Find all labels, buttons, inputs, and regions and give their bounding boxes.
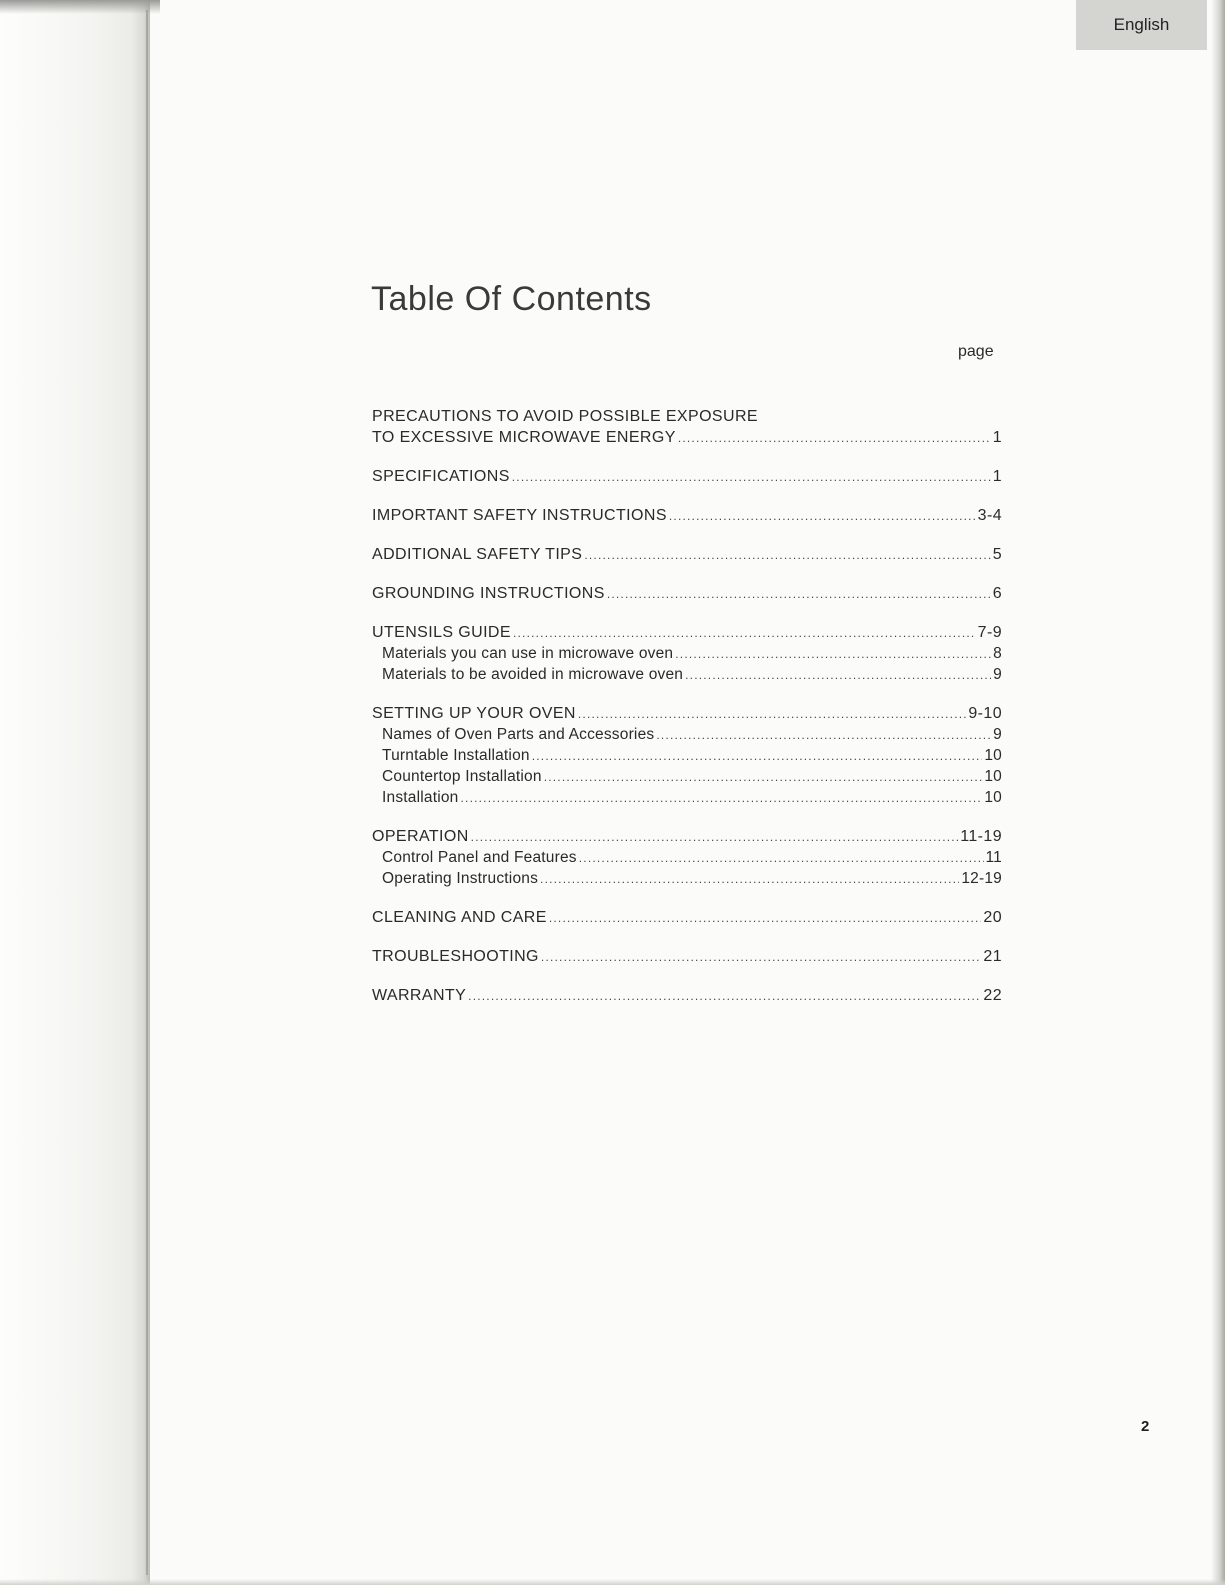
toc-subitem-label: Control Panel and Features: [382, 849, 577, 866]
table-of-contents: [372, 406, 1002, 1006]
toc-item-page: 20: [983, 909, 1002, 926]
toc-item-label: UTENSILS GUIDE: [372, 624, 511, 641]
toc-subitem-label: Materials to be avoided in microwave oven: [382, 666, 684, 683]
toc-item-page: 1: [992, 429, 1002, 446]
toc-entry: [372, 406, 1002, 448]
toc-entry: [372, 622, 1002, 685]
dot-leader: [578, 704, 966, 725]
toc-item-label: TROUBLESHOOTING: [372, 948, 539, 965]
toc-entry: [372, 505, 1002, 526]
dot-leader: [669, 506, 976, 527]
toc-subitem: [372, 643, 1002, 664]
toc-subitem: [372, 847, 1002, 868]
toc-item-label: OPERATION: [372, 828, 469, 845]
toc-subitem-label: Turntable Installation: [382, 747, 530, 764]
page-title: Table Of Contents: [371, 280, 652, 318]
dot-leader: [656, 725, 991, 746]
toc-item: [372, 427, 1002, 448]
toc-entry: [372, 985, 1002, 1006]
toc-item-page: 11-19: [960, 828, 1002, 845]
dot-leader: [607, 584, 991, 605]
page-right-edge: [1211, 0, 1225, 1585]
toc-subitem-page: 10: [984, 747, 1002, 764]
dot-leader: [540, 869, 959, 890]
scan-top-shadow: [0, 0, 160, 14]
toc-subitem: [372, 766, 1002, 787]
toc-subitem-page: 10: [984, 768, 1002, 785]
toc-item: [372, 466, 1002, 487]
toc-subitem-label: Names of Oven Parts and Accessories: [382, 726, 655, 743]
toc-item-label: SETTING UP YOUR OVEN: [372, 705, 576, 722]
toc-subitem-page: 10: [984, 789, 1002, 806]
toc-entry: [372, 826, 1002, 889]
toc-item-label: SPECIFICATIONS: [372, 468, 510, 485]
toc-subitem: [372, 787, 1002, 808]
toc-item-page: 7-9: [977, 624, 1002, 641]
dot-leader: [513, 623, 976, 644]
toc-item: [372, 583, 1002, 604]
dot-leader: [468, 986, 981, 1007]
dot-leader: [584, 545, 990, 566]
toc-item-page: 22: [983, 987, 1002, 1004]
binding-line: [146, 10, 148, 1575]
toc-item-page: 1: [992, 468, 1002, 485]
dot-leader: [549, 908, 982, 929]
toc-subitem-page: 9: [993, 666, 1002, 683]
dot-leader: [541, 947, 981, 968]
toc-entry: [372, 946, 1002, 967]
toc-entry-title-line: PRECAUTIONS TO AVOID POSSIBLE EXPOSURE: [372, 408, 758, 425]
toc-item: [372, 826, 1002, 847]
toc-item: [372, 985, 1002, 1006]
dot-leader: [678, 428, 991, 449]
toc-subitem-label: Operating Instructions: [382, 870, 539, 887]
toc-item-page: 21: [983, 948, 1002, 965]
toc-item-label: WARRANTY: [372, 987, 467, 1004]
toc-item-page: 9-10: [968, 705, 1002, 722]
dot-leader: [532, 746, 983, 767]
toc-subitem-page: 9: [993, 726, 1002, 743]
toc-entry: [372, 583, 1002, 604]
scan-bottom-shadow: [0, 1579, 1225, 1585]
toc-subitem: [372, 868, 1002, 889]
dot-leader: [685, 665, 991, 686]
toc-entry: [372, 703, 1002, 808]
toc-entry: [372, 466, 1002, 487]
toc-subitem-label: Installation: [382, 789, 459, 806]
toc-item-label: IMPORTANT SAFETY INSTRUCTIONS: [372, 507, 667, 524]
toc-item: [372, 703, 1002, 724]
page-number: 2: [1141, 1418, 1150, 1435]
toc-subitem-page: 8: [993, 645, 1002, 662]
toc-subitem: [372, 664, 1002, 685]
toc-item: [372, 946, 1002, 967]
toc-entry: [372, 544, 1002, 565]
toc-subitem-page: 11: [985, 849, 1002, 866]
dot-leader: [579, 848, 984, 869]
dot-leader: [544, 767, 983, 788]
toc-item-page: 6: [992, 585, 1002, 602]
language-tab-label: English: [1113, 15, 1170, 34]
toc-subitem: [372, 724, 1002, 745]
dot-leader: [675, 644, 991, 665]
toc-item: [372, 907, 1002, 928]
dot-leader: [471, 827, 959, 848]
toc-subitem-label: Countertop Installation: [382, 768, 542, 785]
dot-leader: [512, 467, 991, 488]
toc-item-page: 5: [992, 546, 1002, 563]
page-column-label: page: [958, 343, 994, 360]
toc-subitem-label: Materials you can use in microwave oven: [382, 645, 674, 662]
toc-subitem: [372, 745, 1002, 766]
toc-item-label: CLEANING AND CARE: [372, 909, 547, 926]
toc-item: [372, 622, 1002, 643]
dot-leader: [461, 788, 983, 809]
page-left-edge: [0, 0, 150, 1585]
language-tab: [1076, 0, 1207, 50]
toc-item-page: 3-4: [977, 507, 1002, 524]
toc-entry: [372, 907, 1002, 928]
toc-item-label: TO EXCESSIVE MICROWAVE ENERGY: [372, 429, 676, 446]
toc-subitem-page: 12-19: [961, 870, 1002, 887]
toc-item: [372, 544, 1002, 565]
toc-item-label: GROUNDING INSTRUCTIONS: [372, 585, 605, 602]
toc-item-label: ADDITIONAL SAFETY TIPS: [372, 546, 583, 563]
toc-item: [372, 505, 1002, 526]
